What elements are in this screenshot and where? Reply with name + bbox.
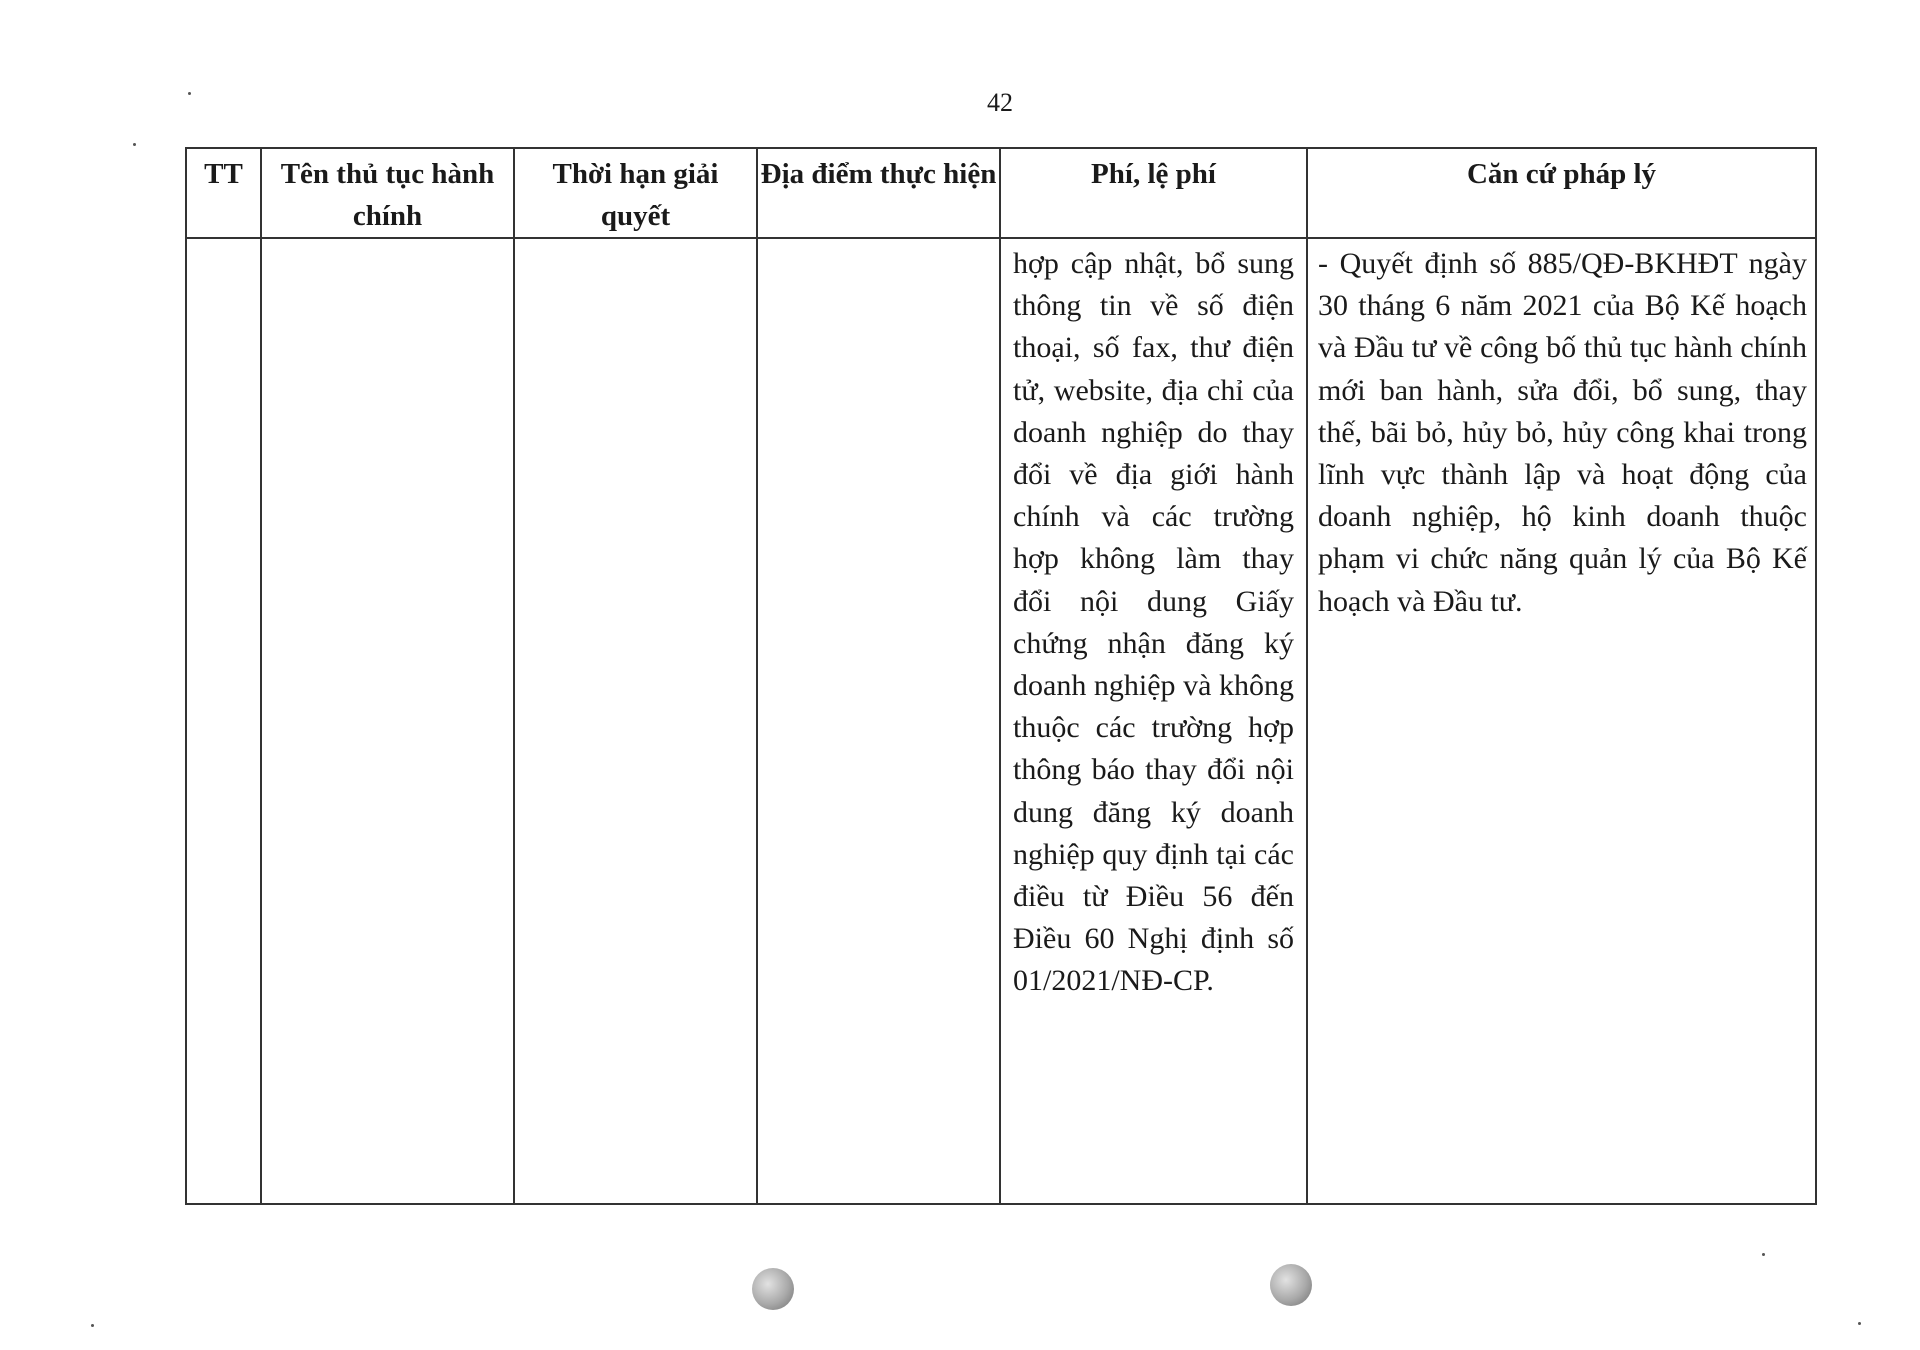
cell-legal-basis — [1307, 238, 1816, 1204]
header-processing-time: Thời hạn giải quyết — [514, 148, 757, 238]
header-legal-basis: Căn cứ pháp lý — [1307, 148, 1816, 238]
cell-processing-time — [514, 238, 757, 1204]
scan-speck — [1762, 1253, 1765, 1256]
header-location: Địa điểm thực hiện — [757, 148, 1000, 238]
scan-speck — [1858, 1322, 1861, 1325]
punch-hole-left — [752, 1268, 794, 1310]
punch-hole-right — [1270, 1264, 1312, 1306]
header-fees: Phí, lệ phí — [1000, 148, 1307, 238]
header-procedure-name: Tên thủ tục hành chính — [261, 148, 514, 238]
cell-tt — [186, 238, 261, 1204]
scan-speck — [91, 1324, 94, 1327]
header-tt: TT — [186, 148, 261, 238]
page-number: 42 — [987, 88, 1013, 117]
procedure-table — [185, 147, 1817, 1205]
fees-text: hợp cập nhật, bổ sung thông tin về số điện thoại, số fax, thư điện tử, website, địa chỉ của doanh nghiệp do thay đổi về địa giới hành chính và các trường hợp không làm thay đổi nội dung Giấy chứng nhận đăng ký doanh nghiệp và không thuộc các trường hợp thông báo thay đổi nội dung đăng ký doanh nghiệp quy định tại các điều từ Điều 56 đến Điều 60 Nghị định số 01/2021/NĐ-CP. — [1013, 247, 1294, 998]
scan-speck — [188, 92, 191, 95]
table-header-row — [186, 148, 1816, 238]
scan-speck — [133, 143, 136, 146]
table-row — [186, 238, 1816, 1204]
cell-location — [757, 238, 1000, 1204]
cell-fees — [1000, 238, 1307, 1204]
cell-procedure-name — [261, 238, 514, 1204]
legal-basis-text: - Quyết định số 885/QĐ-BKHĐT ngày 30 tháng 6 năm 2021 của Bộ Kế hoạch và Đầu tư về công bố thủ tục hành chính mới ban hành, sửa đổi, bổ sung, thay thế, bãi bỏ, hủy bỏ, hủy công khai trong lĩnh vực thành lập và hoạt động của doanh nghiệp, hộ kinh doanh thuộc phạm vi chức năng quản lý của Bộ Kế hoạch và Đầu tư. — [1318, 247, 1807, 618]
